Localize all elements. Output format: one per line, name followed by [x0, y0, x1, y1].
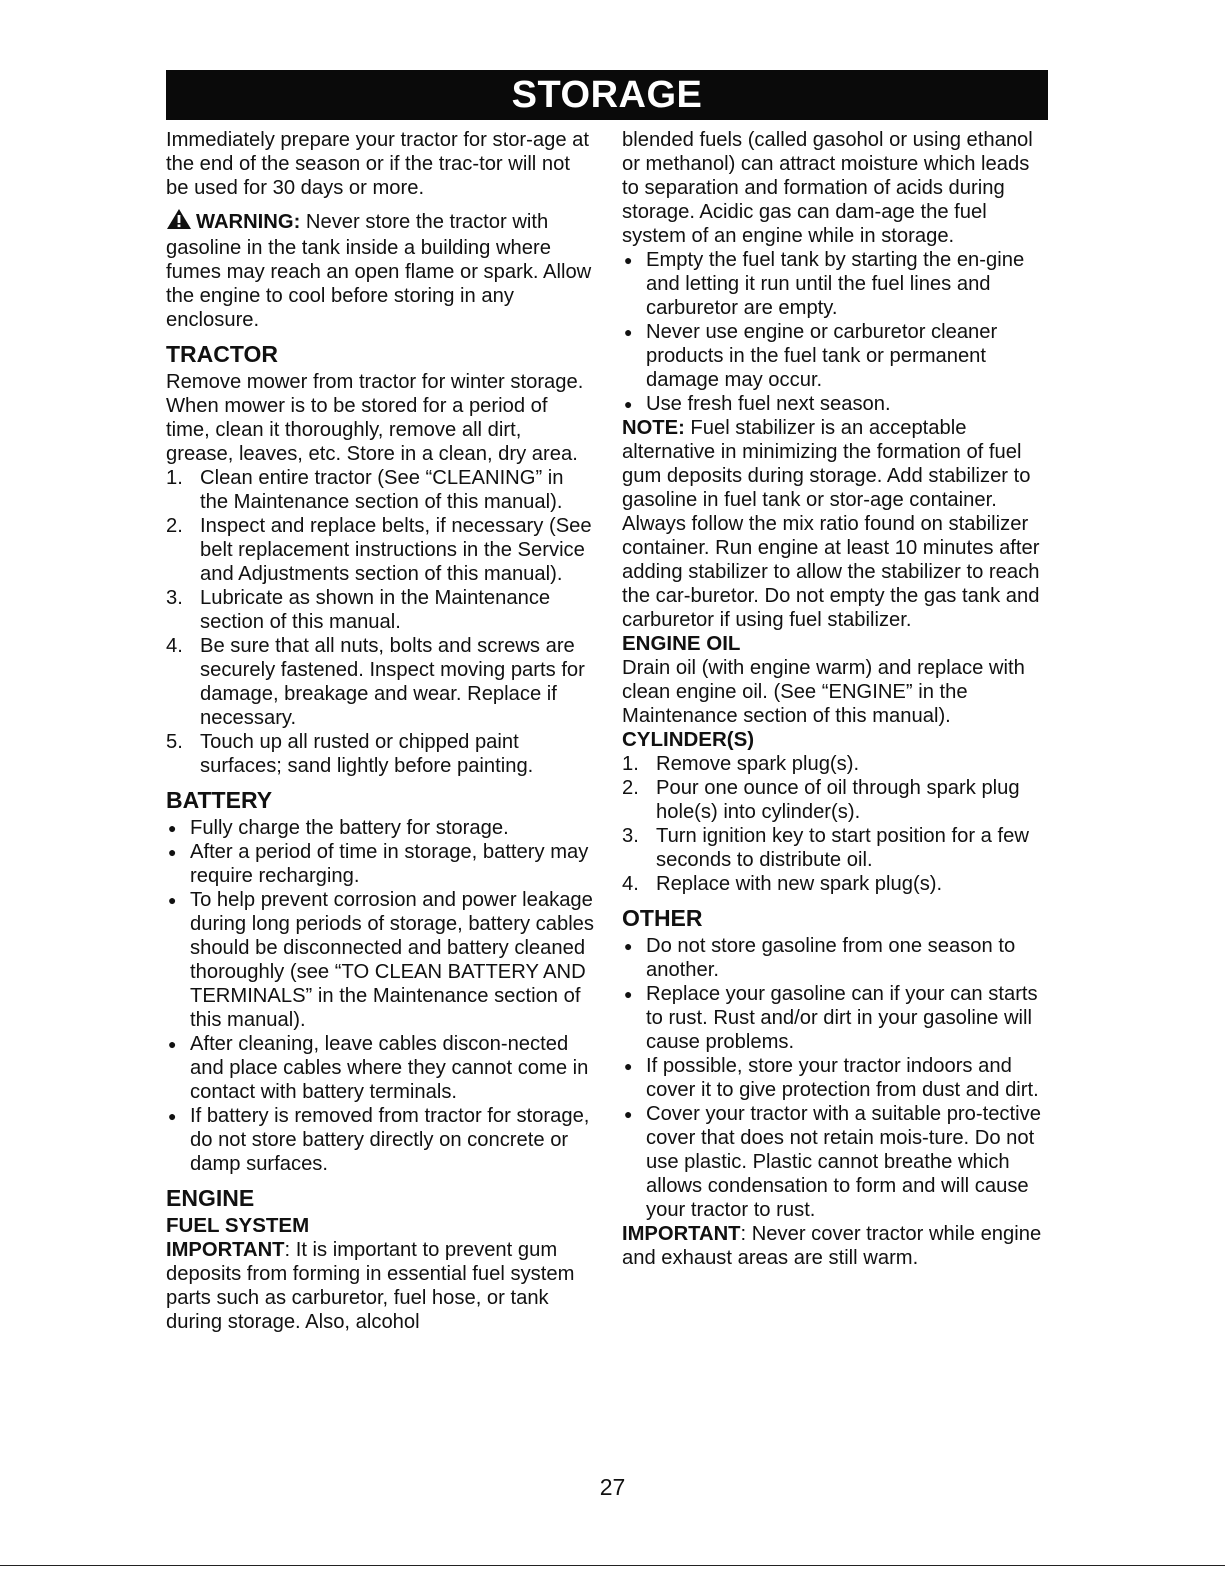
step-text: Clean entire tractor (See “CLEANING” in the Maintenance section of this manual).: [200, 467, 564, 513]
tractor-text: Remove mower from tractor for winter storage. When mower is to be stored for a period of time, clean it thoroughly, remove all dirt, grease, leaves, etc. Store in a clean, dry area.: [166, 371, 584, 465]
bullet-text: Do not store gasoline from one season to another.: [646, 935, 1016, 981]
bullet-icon: ●: [624, 396, 633, 412]
engine-oil-text: Drain oil (with engine warm) and replace with clean engine oil. (See “ENGINE” in the Maintenance section of this manual).: [622, 657, 1025, 727]
bullet-text: To help prevent corrosion and power leakage during long periods of storage, battery cables should be disconnected and battery cleaned thoroughly (see “TO CLEAN BATTERY AND TERMINALS” in the Maintenance section of this manual).: [190, 889, 594, 1031]
list-item: [166, 586, 594, 634]
list-item: [166, 634, 594, 730]
right-column: [622, 128, 1048, 1270]
bullet-text: If battery is removed from tractor for storage, do not store battery directly on concrete or damp surfaces.: [190, 1105, 590, 1175]
page-number: 27: [599, 1474, 626, 1500]
list-item: [622, 392, 1048, 416]
step-text: Pour one ounce of oil through spark plug hole(s) into cylinder(s).: [656, 777, 1020, 823]
intro-paragraph: Immediately prepare your tractor for stor-age at the end of the season or if the trac-tor will not be used for 30 days or more.: [166, 129, 589, 199]
step-number: 4.: [622, 873, 639, 895]
fuel-continued-paragraph: blended fuels (called gasohol or using ethanol or methanol) can attract moisture which leads to separation and formation of acids during storage. Acidic gas can dam-age the fuel system of an engine while in storage.: [622, 129, 1033, 247]
bullet-text: Replace your gasoline can if your can starts to rust. Rust and/or dirt in your gasoline will cause problems.: [646, 983, 1038, 1053]
list-item: [166, 840, 594, 888]
step-text: Turn ignition key to start position for a few seconds to distribute oil.: [656, 825, 1029, 871]
other-important-paragraph: [622, 1222, 1048, 1270]
bullet-icon: ●: [624, 1058, 633, 1074]
bullet-icon: ●: [168, 892, 177, 908]
step-text: Remove spark plug(s).: [656, 753, 860, 775]
list-item: [622, 776, 1048, 824]
bullet-icon: ●: [624, 986, 633, 1002]
list-item: [622, 872, 1048, 896]
bullet-text: After cleaning, leave cables discon-nected and place cables where they cannot come in contact with battery terminals.: [190, 1033, 589, 1103]
battery-list: [166, 816, 594, 1176]
important-text: : It is important to prevent gum deposits from forming in essential fuel system parts such as carburetor, fuel hose, or tank during storage. Also, alcohol: [166, 1239, 575, 1333]
list-item: [622, 752, 1048, 776]
bullet-text: Cover your tractor with a suitable pro-tective cover that does not retain mois-ture. Do not use plastic. Plastic cannot breathe which allows condensation to form and will cause your tractor to rust.: [646, 1103, 1041, 1221]
bullet-text: After a period of time in storage, battery may require recharging.: [190, 841, 589, 887]
bullet-text: Never use engine or carburetor cleaner products in the fuel tank or permanent damage may occur.: [646, 321, 998, 391]
bullet-icon: ●: [168, 1036, 177, 1052]
bullet-icon: ●: [624, 938, 633, 954]
list-item: [166, 1032, 594, 1104]
left-column: [166, 128, 594, 1334]
step-text: Lubricate as shown in the Maintenance section of this manual.: [200, 587, 551, 633]
other-list: [622, 934, 1048, 1222]
bullet-icon: ●: [624, 324, 633, 340]
other-heading: OTHER: [622, 905, 703, 931]
step-number: 4.: [166, 635, 183, 657]
step-number: 1.: [622, 753, 639, 775]
list-item: [622, 824, 1048, 872]
step-number: 1.: [166, 467, 183, 489]
fuel-list: [622, 248, 1048, 416]
fuel-system-heading: FUEL SYSTEM: [166, 1214, 310, 1237]
list-item: [166, 888, 594, 1032]
note-label: NOTE:: [622, 417, 685, 439]
step-text: Be sure that all nuts, bolts and screws are securely fastened. Inspect moving parts for damage, breakage and wear. Replace if necessary.: [200, 635, 585, 729]
step-number: 2.: [166, 515, 183, 537]
bullet-icon: ●: [168, 820, 177, 836]
note-text: Fuel stabilizer is an acceptable alternative in minimizing the formation of fuel gum deposits during storage. Add stabilizer to gasoline in fuel tank or stor-age container. Always follow the mix ratio found on stabilizer container. Run engine at least 10 minutes after adding stabilizer to allow the stabilizer to reach the car-buretor. Do not empty the gas tank and carburetor if using fuel stabilizer.: [622, 417, 1040, 631]
warning-text: Never store the tractor with gasoline in the tank inside a building where fumes may reach an open flame or spark. Allow the engine to cool before storing in any enclosure.: [166, 211, 592, 331]
tractor-steps: [166, 466, 594, 778]
step-text: Inspect and replace belts, if necessary (See belt replacement instructions in the Service and Adjustments section of this manual).: [200, 515, 592, 585]
engine-oil-heading: ENGINE OIL: [622, 632, 741, 655]
important-text: : Never cover tractor while engine and exhaust areas are still warm.: [622, 1223, 1042, 1269]
list-item: [166, 466, 594, 514]
important-label: IMPORTANT: [622, 1223, 741, 1245]
list-item: [622, 320, 1048, 392]
bullet-text: If possible, store your tractor indoors and cover it to give protection from dust and dirt.: [646, 1055, 1039, 1101]
step-number: 3.: [622, 825, 639, 847]
warning-icon: [166, 208, 192, 236]
bullet-icon: ●: [168, 844, 177, 860]
list-item: [622, 1054, 1048, 1102]
battery-heading: BATTERY: [166, 787, 273, 813]
bullet-icon: ●: [624, 252, 633, 268]
bullet-text: Use fresh fuel next season.: [646, 393, 891, 415]
warning-paragraph: [166, 208, 594, 332]
step-number: 5.: [166, 731, 183, 753]
warning-label: WARNING:: [196, 211, 301, 233]
list-item: [166, 816, 594, 840]
step-text: Replace with new spark plug(s).: [656, 873, 943, 895]
page-title: STORAGE: [166, 70, 1048, 120]
list-item: [166, 514, 594, 586]
step-number: 3.: [166, 587, 183, 609]
cylinders-heading: CYLINDER(S): [622, 728, 755, 751]
list-item: [622, 248, 1048, 320]
bullet-icon: ●: [168, 1108, 177, 1124]
step-text: Touch up all rusted or chipped paint surfaces; sand lightly before painting.: [200, 731, 534, 777]
important-label: IMPORTANT: [166, 1239, 285, 1261]
fuel-important-paragraph: [166, 1238, 594, 1334]
cylinders-steps: [622, 752, 1048, 896]
list-item: [622, 934, 1048, 982]
engine-heading: ENGINE: [166, 1185, 255, 1211]
list-item: [622, 982, 1048, 1054]
list-item: [166, 1104, 594, 1176]
bullet-icon: ●: [624, 1106, 633, 1122]
bullet-text: Empty the fuel tank by starting the en-gine and letting it run until the fuel lines and carburetor are empty.: [646, 249, 1025, 319]
bottom-divider: [0, 1565, 1225, 1566]
tractor-heading: TRACTOR: [166, 341, 279, 367]
step-number: 2.: [622, 777, 639, 799]
list-item: [622, 1102, 1048, 1222]
bullet-text: Fully charge the battery for storage.: [190, 817, 509, 839]
list-item: [166, 730, 594, 778]
note-paragraph: [622, 416, 1048, 632]
